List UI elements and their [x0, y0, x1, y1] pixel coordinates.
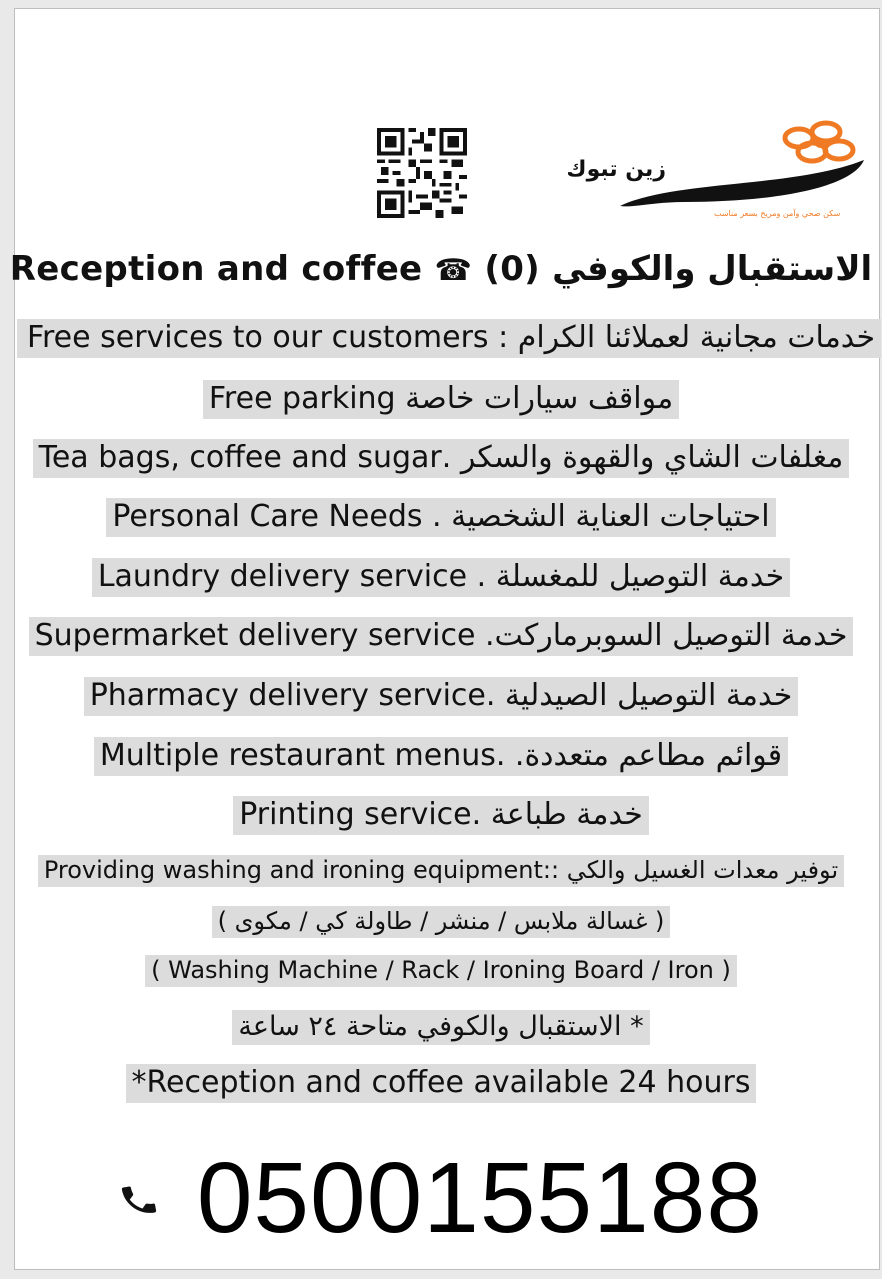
svg-text:زين تبوك: زين تبوك: [566, 157, 666, 182]
equipment-list-arabic: ( غسالة ملابس / منشر / طاولة كي / مكوى ): [0, 906, 882, 938]
title-extension: (0): [484, 249, 541, 289]
phone-number: 0500155188: [196, 1142, 763, 1254]
phone-handset-icon: [119, 1180, 159, 1220]
page-title: [0, 248, 882, 292]
title-arabic: الاستقبال والكوفي: [552, 249, 873, 289]
service-laundry: خدمة التوصيل للمغسلة . Laundry delivery service: [0, 558, 882, 597]
services-heading: خدمات مجانية لعملائنا الكرام : Free services to our customers: [0, 319, 882, 358]
qr-code[interactable]: [376, 128, 468, 218]
service-pharmacy: خدمة التوصيل الصيدلية .Pharmacy delivery service: [0, 677, 882, 716]
service-restaurant-menus: قوائم مطاعم متعددة. .Multiple restaurant menus: [0, 737, 882, 776]
availability-english: *Reception and coffee available 24 hours: [0, 1064, 882, 1103]
zain-tabuk-logo: [566, 118, 870, 218]
phone-icon: ☎: [434, 253, 473, 288]
service-personal-care: احتياجات العناية الشخصية . Personal Care Needs: [0, 498, 882, 537]
equipment-list-english: ( Washing Machine / Rack / Ironing Board / Iron ): [0, 955, 882, 987]
svg-text:سكن صحي وآمن ومريح بسعر مناسب: سكن صحي وآمن ومريح بسعر مناسب: [714, 209, 841, 218]
availability-arabic: * الاستقبال والكوفي متاحة ٢٤ ساعة: [0, 1010, 882, 1045]
title-english: Reception and coffee: [9, 249, 423, 289]
contact-phone[interactable]: [0, 1142, 882, 1254]
service-supermarket: خدمة التوصيل السوبرماركت. Supermarket delivery service: [0, 617, 882, 656]
service-tea-coffee: مغلفات الشاي والقهوة والسكر .Tea bags, coffee and sugar: [0, 439, 882, 478]
service-printing: خدمة طباعة .Printing service: [0, 796, 882, 835]
service-washing-equipment: توفير معدات الغسيل والكي ::Providing washing and ironing equipment: [0, 855, 882, 887]
service-free-parking: مواقف سيارات خاصة Free parking: [0, 380, 882, 419]
